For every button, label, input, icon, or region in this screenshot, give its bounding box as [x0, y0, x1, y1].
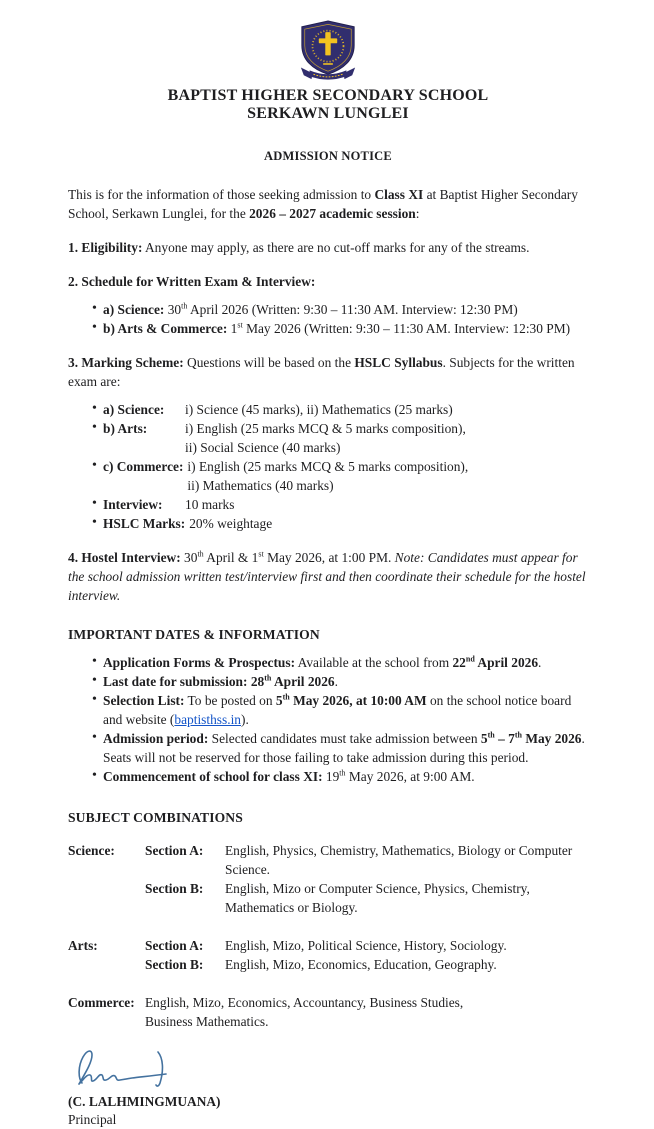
school-name: BAPTIST HIGHER SECONDARY SCHOOL	[167, 87, 489, 104]
arts-combination-row	[68, 936, 588, 974]
spacer-cell	[68, 955, 145, 974]
signature-block	[68, 1045, 588, 1129]
schedule-item-arts-commerce: • b) Arts & Commerce: 1st May 2026 (Written: 9:30 – 11:30 AM. Interview: 12:30 PM)	[68, 319, 588, 338]
principal-title: Principal	[68, 1112, 117, 1127]
important-item-lastdate: • Last date for submission: 28th April 2026.	[68, 672, 588, 691]
principal-name: (C. LALHMINGMUANA)	[68, 1094, 221, 1109]
marking-item-label: • HSLC Marks:	[103, 516, 186, 531]
notice-title: ADMISSION NOTICE	[264, 149, 392, 163]
marking-item-desc: i) Science (45 marks), ii) Mathematics (25 marks)	[185, 402, 453, 417]
stream-label: Science:	[68, 843, 115, 858]
spacer-cell	[68, 879, 145, 917]
commerce-combination-row	[68, 993, 588, 1031]
important-item-forms: • Application Forms & Prospectus: Available at the school from 22nd April 2026.	[68, 653, 588, 672]
stream-label: Commerce:	[68, 995, 135, 1010]
school-location: SERKAWN LUNGLEI	[247, 105, 409, 122]
marking-item-label: • Interview:	[103, 497, 163, 512]
school-crest-logo	[68, 20, 588, 82]
marking-item-science	[68, 400, 588, 419]
important-item-admission-period: • Admission period: Selected candidates must take admission between 5th – 7th May 2026. Seats will not be reserved for those failing to take admission during this period.	[68, 729, 588, 767]
marking-item-desc: 10 marks	[185, 497, 235, 512]
section-subjects: English, Mizo, Economics, Accountancy, Business Studies, Business Mathematics.	[145, 995, 464, 1029]
schedule-heading: 2. Schedule for Written Exam & Interview:	[68, 274, 316, 289]
section-subjects: English, Mizo, Economics, Education, Geography.	[225, 957, 497, 972]
science-combination-row	[68, 841, 588, 917]
marking-scheme-list	[68, 400, 588, 533]
principal-signature-icon	[68, 1045, 200, 1091]
website-link[interactable]: baptisthss.in	[174, 712, 241, 727]
marking-item-arts	[68, 419, 588, 457]
marking-item-desc: 20% weightage	[189, 516, 273, 531]
hostel-interview-paragraph: 4. Hostel Interview: 30th April & 1st May 2026, at 1:00 PM. Note: Candidates must appear for the school admission written test/interview first and then coordinate their schedule for the hostel interview.	[68, 549, 586, 603]
section-subjects: English, Mizo, Political Science, History, Sociology.	[225, 938, 507, 953]
section-label: Section A:	[145, 938, 204, 953]
schedule-list	[68, 300, 588, 338]
important-dates-list	[68, 653, 588, 786]
marking-item-label: • c) Commerce:	[103, 459, 184, 474]
section-subjects: English, Physics, Chemistry, Mathematics, Biology or Computer Science.	[225, 843, 573, 877]
marking-item-hslc	[68, 514, 588, 533]
section-label: Section B:	[145, 957, 204, 972]
eligibility-paragraph: 1. Eligibility: Anyone may apply, as there are no cut-off marks for any of the streams.	[68, 240, 530, 255]
section-label: Section A:	[145, 843, 204, 858]
important-item-selection: • Selection List: To be posted on 5th May 2026, at 10:00 AM on the school notice board and website (baptisthss.in).	[68, 691, 588, 729]
subject-combinations-heading: SUBJECT COMBINATIONS	[68, 810, 243, 825]
section-label: Section B:	[145, 881, 204, 896]
marking-item-label: • b) Arts:	[103, 421, 148, 436]
marking-item-interview	[68, 495, 588, 514]
marking-item-desc: i) English (25 marks MCQ & 5 marks composition), ii) Mathematics (40 marks)	[187, 459, 469, 493]
marking-item-commerce	[68, 457, 588, 495]
marking-scheme-heading: 3. Marking Scheme: Questions will be based on the HSLC Syllabus. Subjects for the written exam are:	[68, 355, 575, 389]
marking-item-desc: i) English (25 marks MCQ & 5 marks composition), ii) Social Science (40 marks)	[185, 421, 466, 455]
schedule-item-science: • a) Science: 30th April 2026 (Written: 9:30 – 11:30 AM. Interview: 12:30 PM)	[68, 300, 588, 319]
important-dates-heading: IMPORTANT DATES & INFORMATION	[68, 627, 320, 642]
intro-paragraph: This is for the information of those seeking admission to Class XI at Baptist Higher Secondary School, Serkawn Lunglei, for the 2026 – 2027 academic session:	[68, 187, 578, 221]
school-shield-icon	[297, 20, 359, 82]
section-subjects: English, Mizo or Computer Science, Physics, Chemistry, Mathematics or Biology.	[225, 881, 530, 915]
important-item-commencement: • Commencement of school for class XI: 19th May 2026, at 9:00 AM.	[68, 767, 588, 786]
marking-item-label: • a) Science:	[103, 402, 165, 417]
stream-label: Arts:	[68, 938, 98, 953]
